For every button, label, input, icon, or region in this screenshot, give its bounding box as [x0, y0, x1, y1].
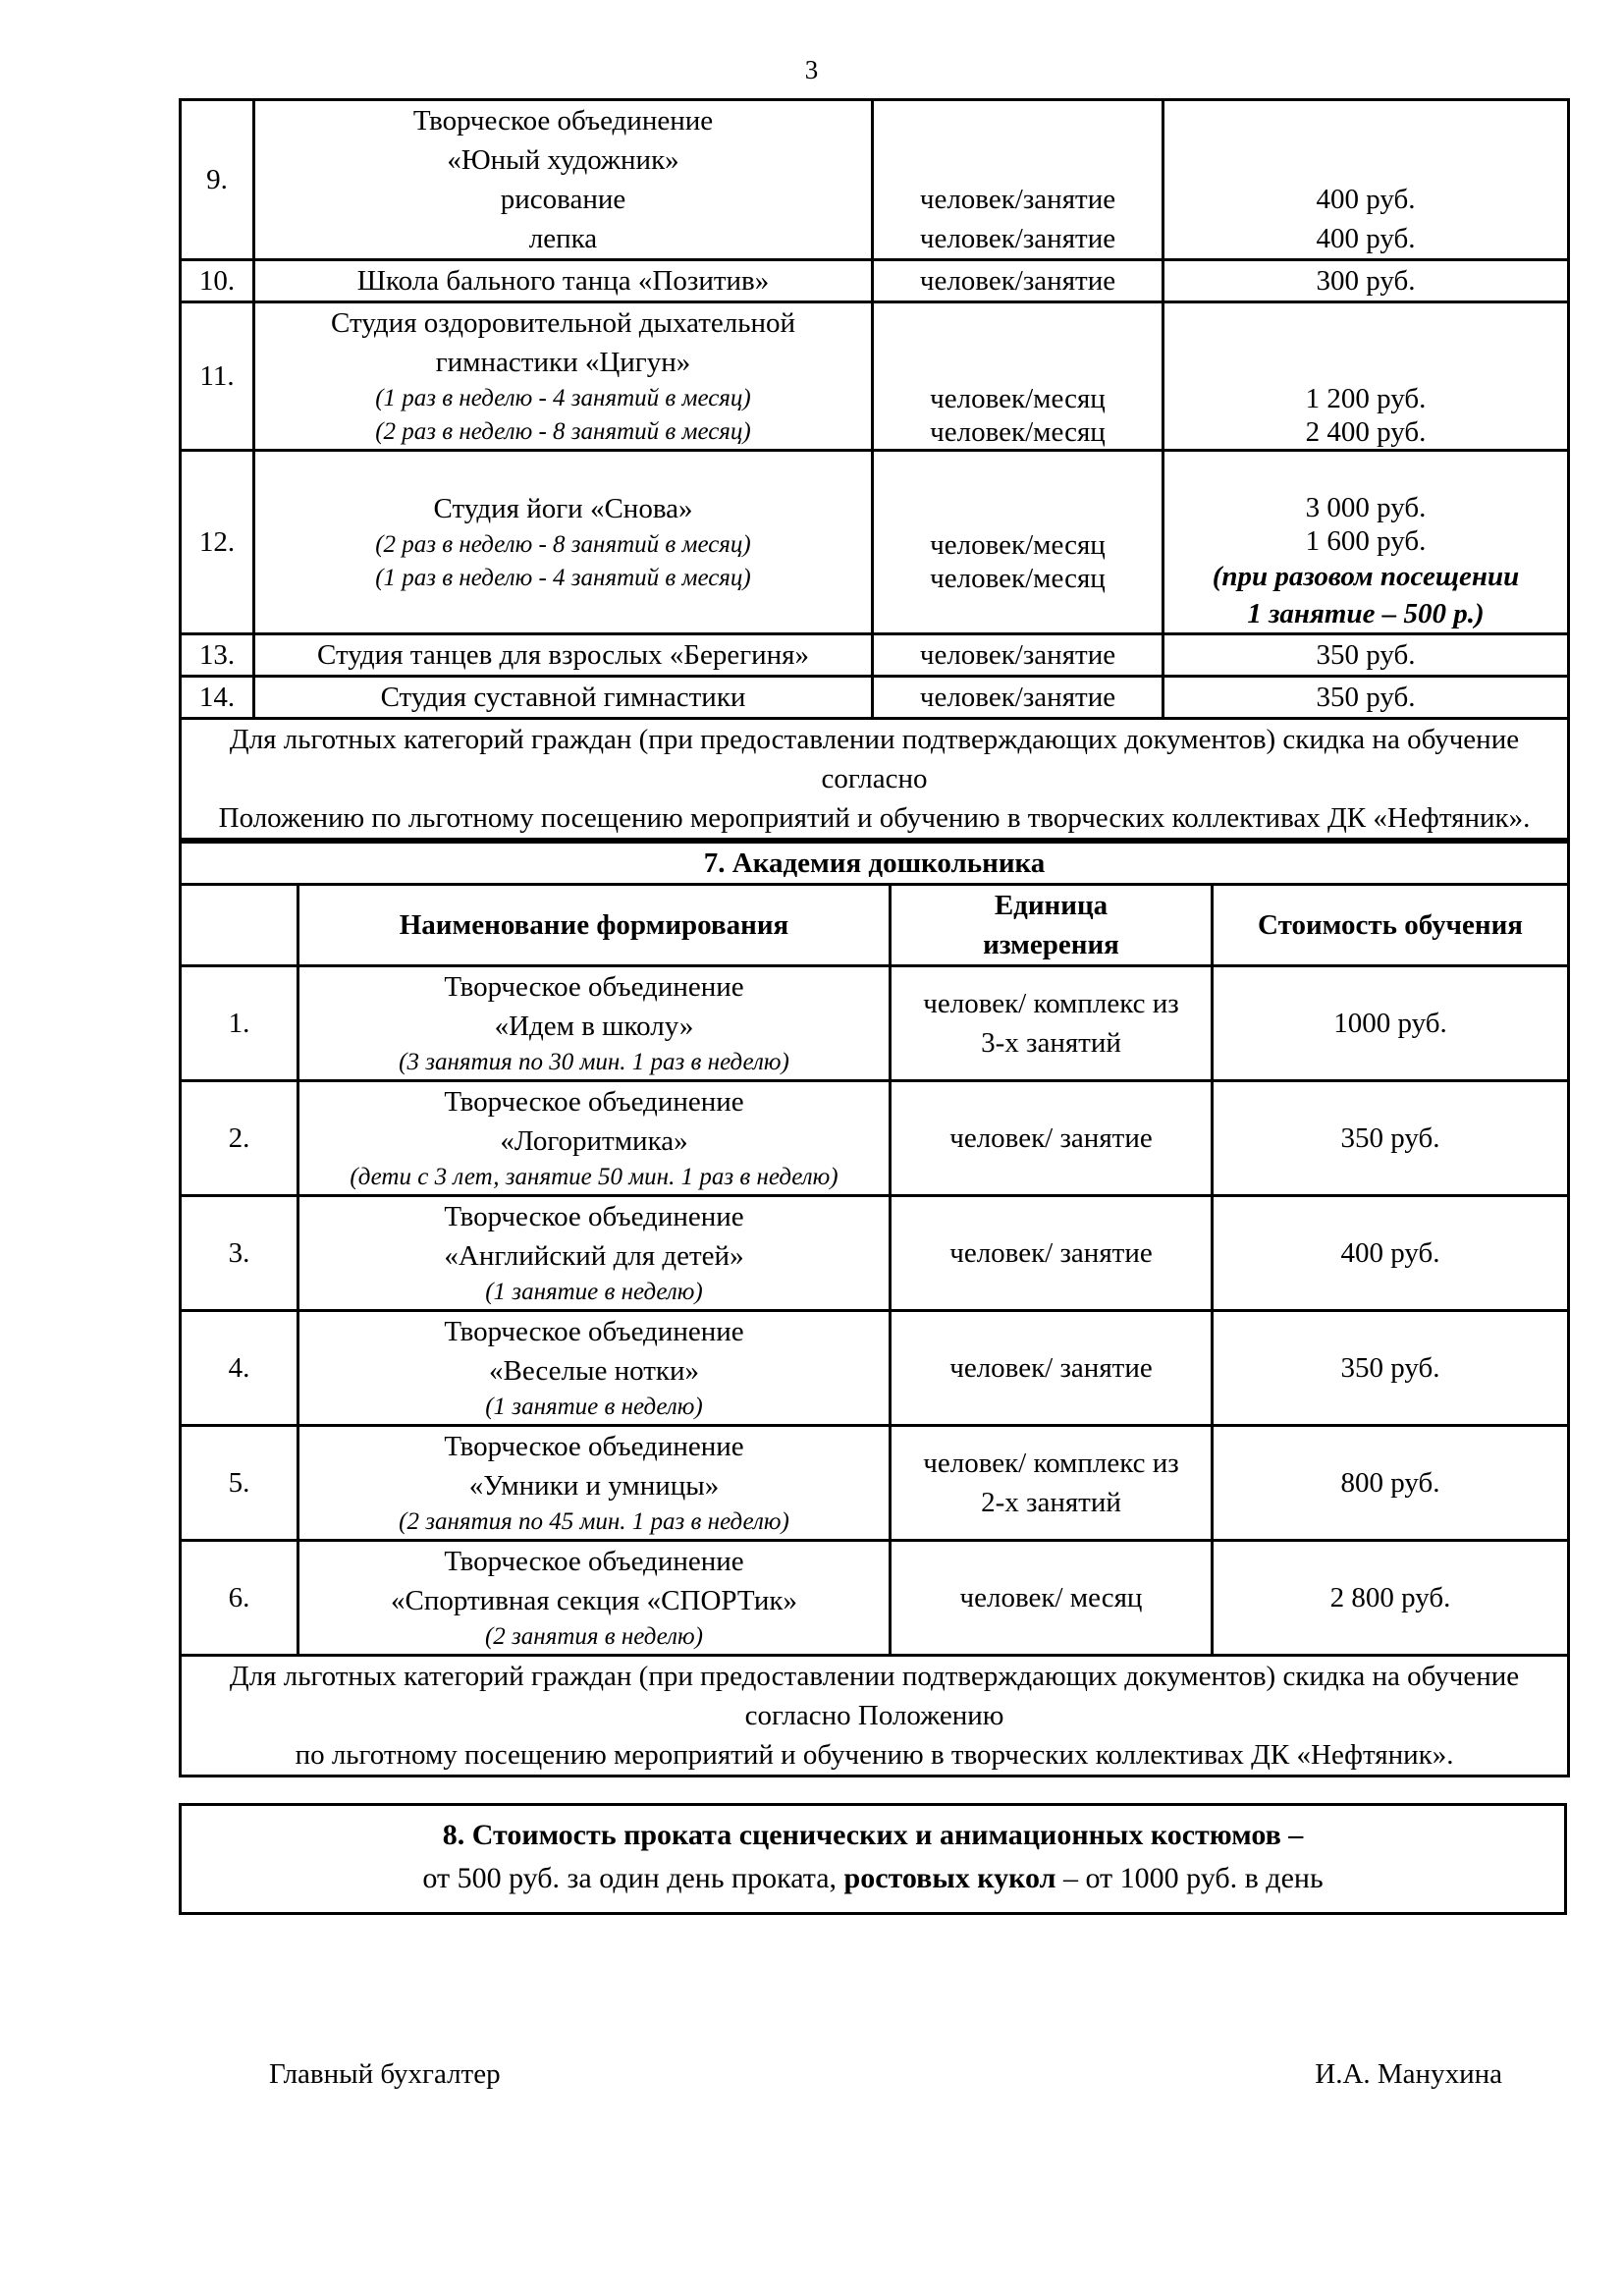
- discount-note-line: Для льготных категорий граждан (при предоставлении подтверждающих документов) скидка на обучение согласно: [229, 724, 1520, 794]
- table-row-6: [181, 1541, 1569, 1656]
- formation-name-cell: [298, 1541, 891, 1656]
- formation-name-cell: [298, 966, 891, 1081]
- single-visit-note: 1 занятие – 500 р.): [1247, 598, 1485, 629]
- section8-text: от 500 руб. за один день проката,: [422, 1862, 844, 1894]
- signer-name: И.А. Манухина: [1315, 2058, 1502, 2090]
- spacer: [1164, 452, 1567, 491]
- table-row-12: [181, 451, 1569, 634]
- price-cell: 400 руб.: [1213, 1196, 1569, 1311]
- price-line: 3 000 руб.: [1305, 492, 1427, 523]
- formation-name-cell: [254, 100, 873, 260]
- discount-note-row: [181, 1656, 1569, 1777]
- price-cell: 2 800 руб.: [1213, 1541, 1569, 1656]
- formation-title: «Логоритмика»: [500, 1125, 688, 1157]
- unit-line: человек/месяц: [930, 563, 1106, 594]
- formation-name-line: Студия оздоровительной дыхательной: [331, 307, 795, 339]
- row-number: 3.: [181, 1196, 298, 1311]
- section8-details: [182, 1857, 1564, 1900]
- row-number: 1.: [181, 966, 298, 1081]
- unit-cell: [873, 451, 1163, 634]
- table-row-3: [181, 1196, 1569, 1311]
- section7-title: 7. Академия дошкольника: [181, 843, 1569, 885]
- signer-role: Главный бухгалтер: [269, 2058, 501, 2090]
- formation-title: «Идем в школу»: [494, 1011, 694, 1042]
- row-number: 14.: [181, 677, 254, 719]
- header-price: Стоимость обучения: [1213, 885, 1569, 966]
- schedule-note: (дети с 3 лет, занятие 50 мин. 1 раз в неделю): [350, 1164, 839, 1190]
- unit-cell: человек/ занятие: [891, 1311, 1213, 1426]
- preschool-academy-table: [179, 841, 1570, 1777]
- row-number: 2.: [181, 1081, 298, 1196]
- formation-name-cell: [298, 1426, 891, 1541]
- formation-name-cell: Студия танцев для взрослых «Берегиня»: [254, 634, 873, 677]
- table-row-2: [181, 1081, 1569, 1196]
- page-number: 3: [804, 55, 819, 84]
- schedule-note: (2 раз в неделю - 8 занятий в месяц): [375, 531, 751, 558]
- spacer: [1164, 101, 1567, 180]
- row-number: 5.: [181, 1426, 298, 1541]
- unit-cell: человек/ комплекс из 2-х занятий: [891, 1426, 1213, 1541]
- section8-costume-rental-box: [179, 1803, 1567, 1915]
- discount-note-cell: [181, 1656, 1569, 1777]
- header-row: [181, 885, 1569, 966]
- formation-name-cell: [298, 1081, 891, 1196]
- formation-name-cell: [298, 1311, 891, 1426]
- unit-line: человек/месяц: [930, 383, 1106, 414]
- formation-type: Творческое объединение: [444, 1431, 744, 1462]
- header-unit: Единица измерения: [891, 885, 1213, 966]
- unit-cell: [873, 100, 1163, 260]
- section8-bold-text: ростовых кукол: [843, 1862, 1056, 1894]
- signature-row: [179, 2054, 1567, 2094]
- discount-note-row: [181, 719, 1569, 840]
- formation-name-line: Творческое объединение: [412, 105, 714, 137]
- unit-cell: человек/занятие: [873, 634, 1163, 677]
- price-cell: 350 руб.: [1213, 1081, 1569, 1196]
- price-cell: [1163, 100, 1569, 260]
- spacer: [874, 101, 1162, 180]
- formation-type: Творческое объединение: [444, 1316, 744, 1347]
- unit-cell: человек/занятие: [873, 677, 1163, 719]
- unit-line: человек/занятие: [919, 223, 1116, 254]
- formation-title: «Умники и умницы»: [468, 1470, 720, 1502]
- formation-name-cell: Школа бального танца «Позитив»: [254, 260, 873, 302]
- formation-title: «Английский для детей»: [444, 1240, 744, 1272]
- price-cell: 300 руб.: [1163, 260, 1569, 302]
- table-row-4: [181, 1311, 1569, 1426]
- table-row-9: [181, 100, 1569, 260]
- schedule-note: (2 занятия по 45 мин. 1 раз в неделю): [399, 1508, 789, 1535]
- formation-name-cell: [298, 1196, 891, 1311]
- header-formation-name: Наименование формирования: [298, 885, 891, 966]
- formation-name-line: Студия йоги «Снова»: [433, 493, 693, 524]
- formation-type: Творческое объединение: [444, 971, 744, 1003]
- header-number-cell: [181, 885, 298, 966]
- row-number: 9.: [181, 100, 254, 260]
- schedule-note: (1 занятие в неделю): [485, 1394, 703, 1420]
- discount-note-cell: [181, 719, 1569, 840]
- row-number: 11.: [181, 302, 254, 451]
- formation-name-line: рисование: [500, 184, 626, 215]
- unit-line: человек/месяц: [930, 416, 1106, 448]
- table-row-13: [181, 634, 1569, 677]
- table-row-10: [181, 260, 1569, 302]
- formation-type: Творческое объединение: [444, 1201, 744, 1232]
- spacer: [874, 489, 1162, 528]
- price-line: 1 200 руб.: [1305, 383, 1427, 414]
- schedule-note: (1 занятие в неделю): [485, 1279, 703, 1305]
- schedule-note: (1 раз в неделю - 4 занятий в месяц): [375, 385, 751, 411]
- section8-title: 8. Стоимость проката сценических и анимационных костюмов –: [442, 1819, 1304, 1851]
- formation-type: Творческое объединение: [444, 1086, 744, 1118]
- unit-cell: человек/ месяц: [891, 1541, 1213, 1656]
- formation-title: «Спортивная секция «СПОРТик»: [391, 1585, 797, 1616]
- price-line: 400 руб.: [1316, 223, 1416, 254]
- discount-note-line: по льготному посещению мероприятий и обучению в творческих коллективах ДК «Нефтяник».: [295, 1739, 1454, 1771]
- row-number: 6.: [181, 1541, 298, 1656]
- price-cell: 350 руб.: [1163, 677, 1569, 719]
- schedule-note: (2 занятия в неделю): [484, 1623, 704, 1650]
- row-number: 4.: [181, 1311, 298, 1426]
- formation-name-cell: [254, 302, 873, 451]
- unit-line: человек/месяц: [930, 529, 1106, 561]
- unit-cell: человек/ комплекс из 3-х занятий: [891, 966, 1213, 1081]
- price-cell: [1163, 302, 1569, 451]
- single-visit-note: (при разовом посещении: [1212, 561, 1520, 592]
- row-number: 13.: [181, 634, 254, 677]
- price-cell: 800 руб.: [1213, 1426, 1569, 1541]
- price-cell: [1163, 451, 1569, 634]
- price-cell: 350 руб.: [1213, 1311, 1569, 1426]
- discount-note-line: Положению по льготному посещению мероприятий и обучению в творческих коллективах ДК «Нефтяник».: [218, 802, 1531, 834]
- table-row-11: [181, 302, 1569, 451]
- price-line: 2 400 руб.: [1305, 416, 1427, 448]
- formation-title: «Веселые нотки»: [488, 1355, 700, 1387]
- table-row-14: [181, 677, 1569, 719]
- formation-type: Творческое объединение: [444, 1546, 744, 1577]
- formation-name-line: «Юный художник»: [447, 144, 679, 176]
- schedule-note: (3 занятия по 30 мин. 1 раз в неделю): [399, 1049, 789, 1075]
- unit-line: человек/занятие: [919, 184, 1116, 215]
- formation-name-line: гимнастики «Цигун»: [435, 347, 691, 378]
- row-number: 10.: [181, 260, 254, 302]
- formation-name-cell: [254, 451, 873, 634]
- price-cell: 1000 руб.: [1213, 966, 1569, 1081]
- section8-text: – от 1000 руб. в день: [1055, 1862, 1324, 1894]
- section7-title-row: [181, 843, 1569, 885]
- spacer: [1164, 303, 1567, 382]
- row-number: 12.: [181, 451, 254, 634]
- price-cell: 350 руб.: [1163, 634, 1569, 677]
- unit-cell: человек/занятие: [873, 260, 1163, 302]
- spacer: [874, 303, 1162, 382]
- unit-cell: человек/ занятие: [891, 1081, 1213, 1196]
- schedule-note: (2 раз в неделю - 8 занятий в месяц): [375, 418, 751, 445]
- discount-note-line: Для льготных категорий граждан (при предоставлении подтверждающих документов) скидка на обучение согласно Положению: [229, 1661, 1520, 1731]
- price-table-continuation: [179, 98, 1570, 841]
- unit-cell: человек/ занятие: [891, 1196, 1213, 1311]
- schedule-note: (1 раз в неделю - 4 занятий в месяц): [375, 565, 751, 591]
- price-line: 400 руб.: [1316, 184, 1416, 215]
- table-row-1: [181, 966, 1569, 1081]
- unit-cell: [873, 302, 1163, 451]
- formation-name-cell: Студия суставной гимнастики: [254, 677, 873, 719]
- formation-name-line: лепка: [528, 223, 598, 254]
- price-line: 1 600 руб.: [1305, 525, 1427, 557]
- table-row-5: [181, 1426, 1569, 1541]
